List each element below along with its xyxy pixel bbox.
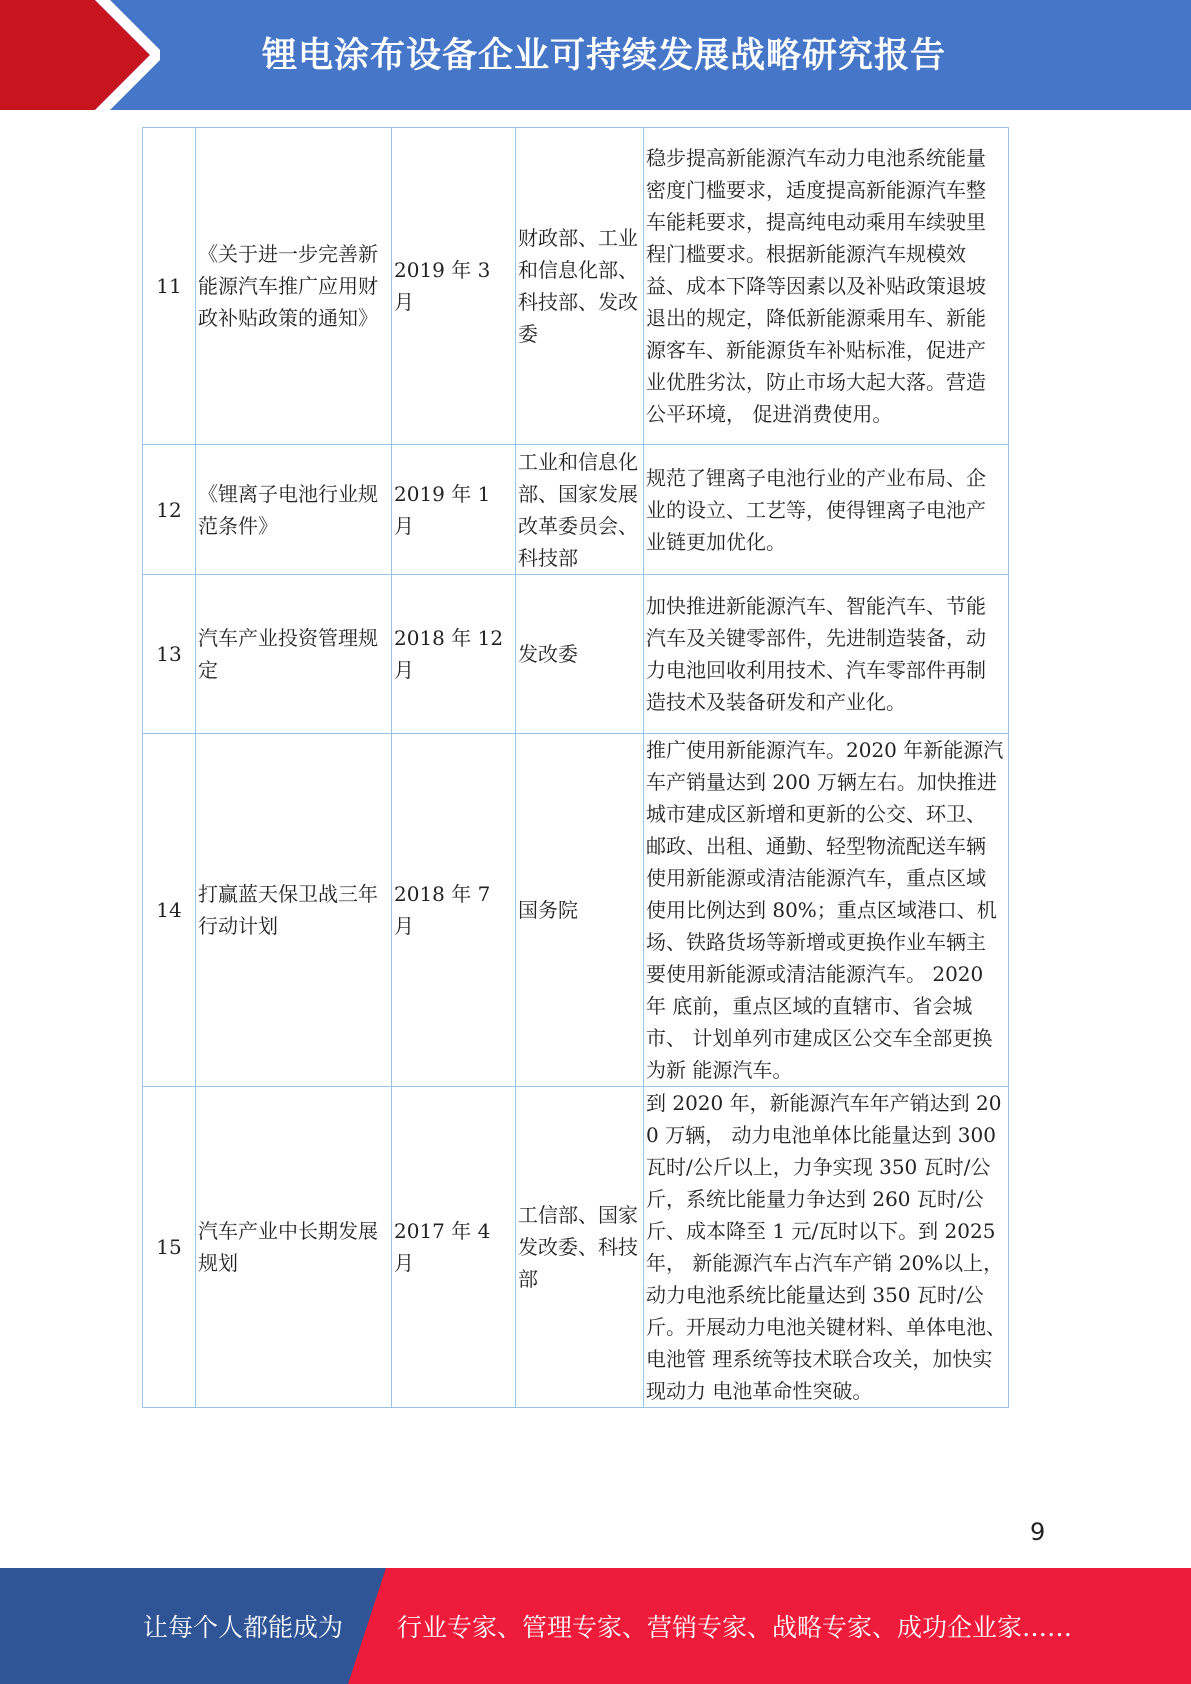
row-number: 12 (143, 445, 196, 575)
table-row (143, 128, 1009, 445)
page-footer (0, 1568, 1191, 1684)
page-header (0, 0, 1191, 110)
page-number: 9 (1030, 1518, 1046, 1546)
policy-date: 2018 年 7 月 (392, 734, 516, 1087)
table-row (143, 1087, 1009, 1408)
table-row (143, 734, 1009, 1087)
policy-date: 2019 年 1 月 (392, 445, 516, 575)
row-number: 15 (143, 1087, 196, 1408)
policy-issuer: 工信部、国家发改委、科技部 (516, 1087, 644, 1408)
row-number: 14 (143, 734, 196, 1087)
footer-slogan-right: 行业专家、管理专家、营销专家、战略专家、成功企业家…… (397, 1613, 1073, 1642)
policy-issuer: 国务院 (516, 734, 644, 1087)
policy-issuer: 财政部、工业和信息化部、科技部、发改委 (516, 128, 644, 445)
policy-issuer: 发改委 (516, 575, 644, 734)
footer-slogan-left: 让每个人都能成为 (143, 1613, 344, 1642)
policy-name: 打赢蓝天保卫战三年 行动计划 (196, 734, 392, 1087)
report-title: 锂电涂布设备企业可持续发展战略研究报告 (262, 36, 947, 76)
table-row (143, 575, 1009, 734)
policy-date: 2017 年 4 月 (392, 1087, 516, 1408)
policy-name: 《关于进一步完善新 能源汽车推广应用财 政补贴政策的通知》 (196, 128, 392, 445)
table-row (143, 445, 1009, 575)
policy-content: 加快推进新能源汽车、智能汽车、节能 汽车及关键零部件，先进制造装备，动 力电池回收利用技术、汽车零部件再制 造技术及装备研发和产业化。 (644, 575, 1009, 734)
policy-name: 汽车产业投资管理规定 (196, 575, 392, 734)
policy-date: 2018 年 12 月 (392, 575, 516, 734)
header-chevron-decoration (0, 0, 160, 110)
row-number: 13 (143, 575, 196, 734)
policy-name: 汽车产业中长期发展 规划 (196, 1087, 392, 1408)
policy-content: 到 2020 年，新能源汽车年产销达到 200 万辆， 动力电池单体比能量达到 300 瓦时/公斤以上，力争实现 350 瓦时/公斤，系统比能量力争达到 260 瓦时/公斤、成本降至 1 元/瓦时以下。到 2025 年， 新能源汽车占汽车产销 20%以上， 动力电池系统比能量达到 350 瓦时/公斤。开展动力电池关键材料、单体电池、电池管 理系统等技术联合攻关，加快实现动力 电池革命性突破。 (644, 1087, 1009, 1408)
policy-content: 稳步提高新能源汽车动力电池系统能量 密度门槛要求，适度提高新能源汽车整 车能耗要求，提高纯电动乘用车续驶里 程门槛要求。根据新能源汽车规模效 益、成本下降等因素以及补贴政策退坡 退出的规定，降低新能源乘用车、新能 源客车、新能源货车补贴标准，促进产 业优胜劣汰，防止市场大起大落。营造 公平环境， 促进消费使用。 (644, 128, 1009, 445)
policy-content: 规范了锂离子电池行业的产业布局、企 业的设立、工艺等，使得锂离子电池产 业链更加优化。 (644, 445, 1009, 575)
policy-content: 推广使用新能源汽车。2020 年新能源汽 车产销量达到 200 万辆左右。加快推进 城市建成区新增和更新的公交、环卫、 邮政、出租、通勤、轻型物流配送车辆 使用新能源或清洁能源汽车，重点区域 使用比例达到 80%；重点区域港口、机 场、铁路货场等新增或更换作业车辆主 要使用新能源或清洁能源汽车。 2020 年 底前，重点区域的直辖市、省会城市、 计划单列市建成区公交车全部更换为新 能源汽车。 (644, 734, 1009, 1087)
policy-table (142, 127, 1009, 1408)
policy-name: 《锂离子电池行业规 范条件》 (196, 445, 392, 575)
policy-issuer: 工业和信息化部、国家发展改革委员会、科技部 (516, 445, 644, 575)
policy-date: 2019 年 3 月 (392, 128, 516, 445)
row-number: 11 (143, 128, 196, 445)
